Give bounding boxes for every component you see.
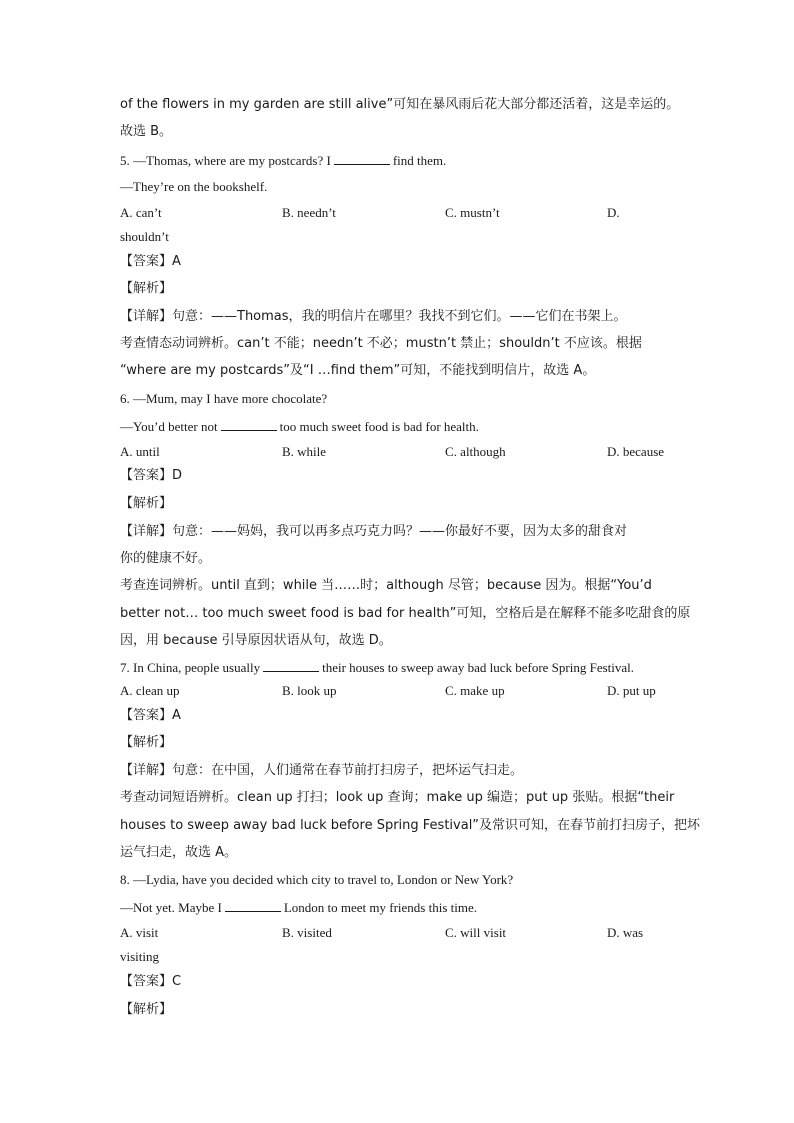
q7-stem-start: 7. In China, people usually <box>120 660 261 675</box>
q5-option-a: A. can’t <box>120 205 162 220</box>
q6-explain-3: 因，用 because 引导原因状语从句，故选 D。 <box>120 633 392 648</box>
q8-reply-end: London to meet my friends this time. <box>283 900 477 915</box>
q8-option-c: C. will visit <box>445 925 507 940</box>
answer-blank <box>225 899 281 912</box>
q5-option-d-wrap: shouldn’t <box>120 229 169 244</box>
q8-option-b: B. visited <box>282 925 332 940</box>
question-6-stem: 6. —Mum, may I have more chocolate? <box>120 391 328 406</box>
intro-line-1: of the flowers in my garden are still alive”可知在暴风雨后花大部分都还活着，这是幸运的。 <box>120 97 680 112</box>
q6-reply-end: too much sweet food is bad for health. <box>279 419 479 434</box>
q8-analysis-label: 【解析】 <box>120 1002 173 1017</box>
q7-option-b: B. look up <box>282 683 337 698</box>
q7-option-d: D. put up <box>607 683 656 698</box>
q6-answer: 【答案】D <box>120 468 183 483</box>
q8-option-d: D. was <box>607 925 644 940</box>
q6-detail-2: 你的健康不好。 <box>120 551 212 566</box>
q6-analysis-label: 【解析】 <box>120 496 173 511</box>
q5-answer: 【答案】A <box>120 254 181 269</box>
q7-explain-2: houses to sweep away bad luck before Spring Festival”及常识可知，在春节前打扫房子，把坏 <box>120 818 701 833</box>
q5-stem-end: find them. <box>392 153 447 168</box>
question-8-stem: 8. —Lydia, have you decided which city to travel to, London or New York? <box>120 872 514 887</box>
answer-blank <box>221 418 277 431</box>
q6-option-d: D. because <box>607 444 665 459</box>
q7-detail: 【详解】句意：在中国，人们通常在春节前打扫房子，把坏运气扫走。 <box>120 763 524 778</box>
q6-reply-start: —You’d better not <box>120 419 218 434</box>
q7-explain-1: 考查动词短语辨析。clean up 打扫；look up 查询；make up 编造；put up 张贴。根据“their <box>120 790 675 805</box>
q6-option-a: A. until <box>120 444 160 459</box>
question-5-stem <box>120 152 446 169</box>
question-6-reply <box>120 418 479 435</box>
q6-option-c: C. although <box>445 444 506 459</box>
question-8-reply <box>120 899 477 916</box>
q6-option-b: B. while <box>282 444 327 459</box>
q5-stem-start: 5. —Thomas, where are my postcards? I <box>120 153 331 168</box>
q7-option-a: A. clean up <box>120 683 180 698</box>
q5-option-b: B. needn’t <box>282 205 336 220</box>
q8-option-d-wrap: visiting <box>120 949 160 964</box>
q8-reply-start: —Not yet. Maybe I <box>120 900 222 915</box>
q6-explain-1: 考查连词辨析。until 直到；while 当……时；although 尽管；because 因为。根据“You’d <box>120 578 652 593</box>
answer-blank <box>263 659 319 672</box>
q5-option-d: D. <box>607 205 620 220</box>
q6-detail-1: 【详解】句意：——妈妈，我可以再多点巧克力吗？——你最好不要，因为太多的甜食对 <box>120 524 628 539</box>
q5-explain-2: “where are my postcards”及“I …find them”可知，不能找到明信片，故选 A。 <box>120 363 596 378</box>
q5-analysis-label: 【解析】 <box>120 281 173 296</box>
q7-analysis-label: 【解析】 <box>120 735 173 750</box>
question-7-stem <box>120 659 634 676</box>
q7-stem-end: their houses to sweep away bad luck before Spring Festival. <box>322 660 635 675</box>
q7-explain-3: 运气扫走，故选 A。 <box>120 845 238 860</box>
q5-detail: 【详解】句意：——Thomas，我的明信片在哪里？我找不到它们。——它们在书架上。 <box>120 309 627 324</box>
q6-explain-2: better not… too much sweet food is bad for health”可知，空格后是在解释不能多吃甜食的原 <box>120 606 691 621</box>
question-5-reply: —They’re on the bookshelf. <box>120 179 268 194</box>
q5-explain-1: 考查情态动词辨析。can’t 不能；needn’t 不必；mustn’t 禁止；shouldn’t 不应该。根据 <box>120 336 642 351</box>
intro-line-2: 故选 B。 <box>120 124 173 139</box>
q7-answer: 【答案】A <box>120 708 181 723</box>
q7-option-c: C. make up <box>445 683 505 698</box>
answer-blank <box>334 152 390 165</box>
q8-option-a: A. visit <box>120 925 159 940</box>
q5-option-c: C. mustn’t <box>445 205 500 220</box>
q8-answer: 【答案】C <box>120 974 182 989</box>
